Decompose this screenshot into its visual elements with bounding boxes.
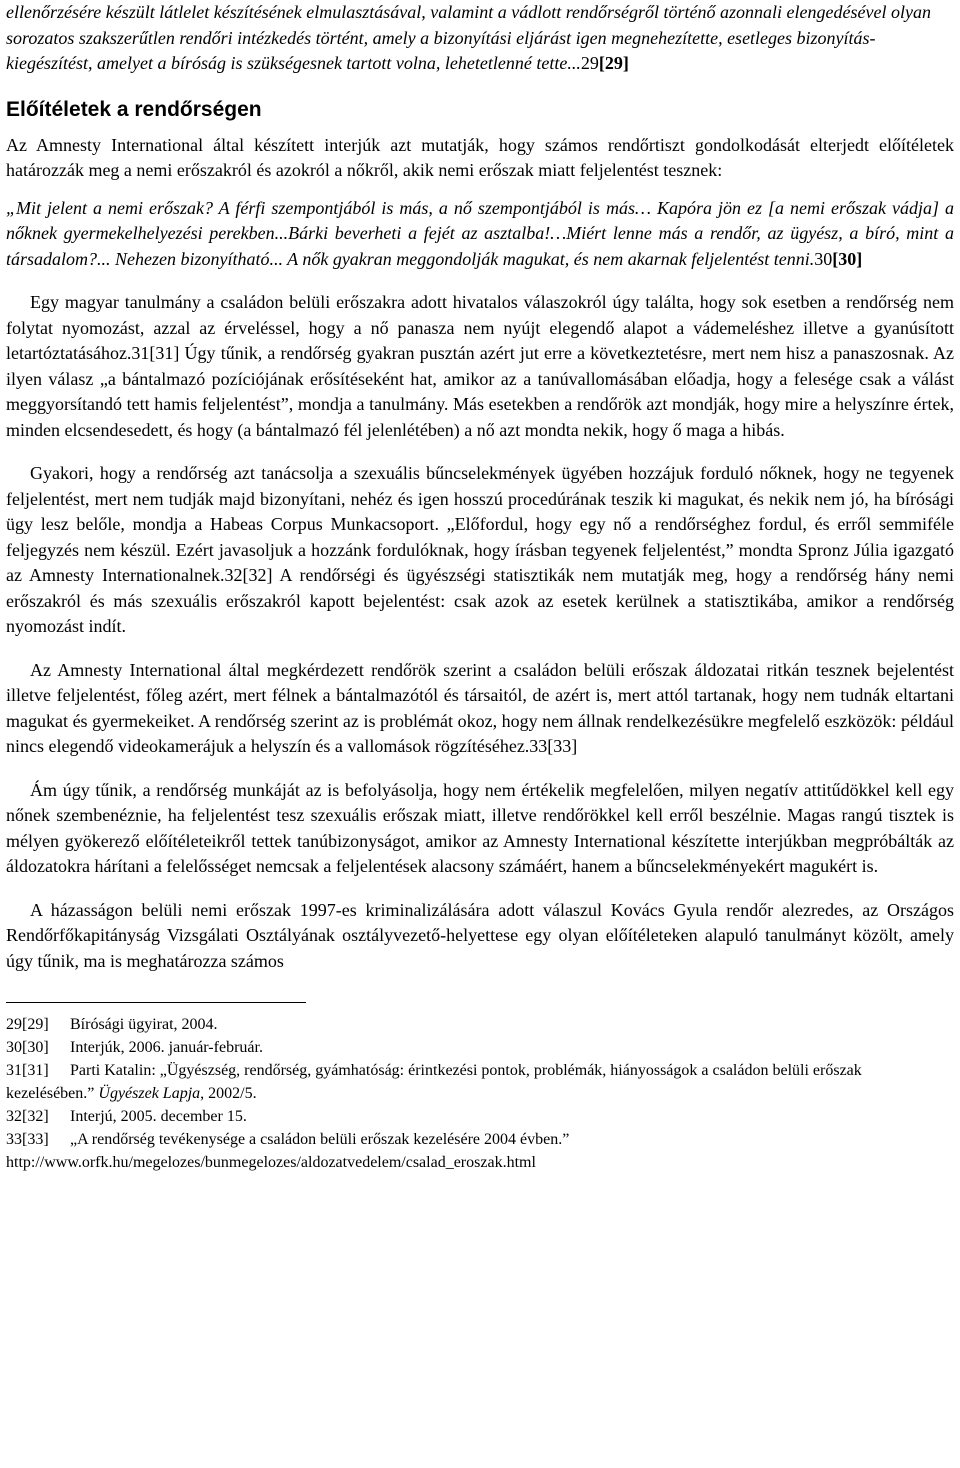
- footnote-journal: Ügyészek Lapja: [98, 1085, 201, 1102]
- footnote-32: [6, 1105, 954, 1128]
- top-quote: [6, 0, 954, 77]
- footnote-ref-29[interactable]: 29: [580, 53, 599, 73]
- footnote-ref-30-bracket[interactable]: [30]: [832, 248, 863, 269]
- footnote-number: 32[32]: [6, 1108, 49, 1125]
- footnote-number: 31[31]: [6, 1062, 49, 1079]
- footnote-text: Bírósági ügyirat, 2004.: [70, 1016, 218, 1033]
- paragraph-4: Ám úgy tűnik, a rendőrség munkáját az is befolyásolja, hogy nem értékelik megfelelően, milyen negatív attitűdökkel kell egy nőnek szembenéznie, ha feljelentést tesz szexuális erőszak miatt, illetve rendőrökkel kell erről beszélnie. Magas rangú tisztek is mélyen gyökerező előítéleteikről tettek tanúbizonyságot, amikor az Amnesty International készítette interjúkban megpróbálták az áldozatokra hárítani a felelősséget nemcsak a feljelentések alacsony számáért, hanem a bűncselekményekért magukért is.: [6, 779, 954, 876]
- footnote-text: „A rendőrség tevékenysége a családon belüli erőszak kezelésére 2004 évben.”: [70, 1131, 570, 1148]
- footnote-ref-30[interactable]: 30: [814, 248, 833, 269]
- footnote-divider: [6, 1002, 306, 1003]
- footnote-text: Interjúk, 2006. január-február.: [70, 1039, 263, 1056]
- paragraph-5: A házasságon belüli nemi erőszak 1997-es kriminalizálására adott válaszul Kovács Gyula rendőr alezredes, az Országos Rendőrfőkapitányság Vizsgálati Osztályának osztályvezető-helyettese egy olyan előítéleteken alapuló tanulmányt közölt, amely úgy tűnik, ma is meghatározza számos: [6, 899, 954, 971]
- footnote-30: [6, 1036, 954, 1059]
- footnote-text: Interjú, 2005. december 15.: [70, 1108, 247, 1125]
- footnote-url[interactable]: http://www.orfk.hu/megelozes/bunmegelozes/aldozatvedelem/csalad_eroszak.html: [6, 1154, 536, 1171]
- footnote-text: Parti Katalin: „Ügyészség, rendőrség, gyámhatóság: érintkezési pontok, problémák, hiányosságok a családon belüli erőszak kezelésében.”: [6, 1062, 862, 1102]
- footnote-number: 33[33]: [6, 1131, 49, 1148]
- footnote-31: [6, 1059, 954, 1105]
- intro-paragraph: Az Amnesty International által készített interjúk azt mutatják, hogy számos rendőrtiszt gondolkodását elterjedt előítéletek határozzák meg a nemi erőszakról és azokról a nőkről, akik nemi erőszak miatt feljelentést tesznek:: [6, 134, 954, 180]
- footnote-29: [6, 1013, 954, 1036]
- section-title: Előítéletek a rendőrségen: [6, 97, 262, 121]
- top-quote-text: ellenőrzésére készült látlelet készítésének elmulasztásával, valamint a vádlott rendőrségről történő azonnali elengedésével olyan sorozatos szakszerűtlen rendőri intézkedés történt, amely a bizonyítási eljárást igen megnehezítette, esetleges bizonyítás-kiegészítést, amelyet a bíróság is szükségesnek tartott volna, lehetetlenné tette...: [6, 2, 931, 73]
- footnote-number: 30[30]: [6, 1039, 49, 1056]
- paragraph-2: Gyakori, hogy a rendőrség azt tanácsolja a szexuális bűncselekmények ügyében hozzájuk forduló nőknek, hogy ne tegyenek feljelentést, mert nem tudják majd bizonyítani, nehéz és igen hosszú procedúrának teszik ki magukat, és nekik nem jó, ha bírósági ügy lesz belőle, mondja a Habeas Corpus Munkacsoport. „Előfordul, hogy egy nő a rendőrséghez fordul, és erről semmiféle feljegyzés nem készül. Ezért javasoljuk a hozzánk fordulóknak, hogy írásban tegyenek feljelentést,” mondta Spronz Júlia igazgató az Amnesty Internationalnek.32[32] A rendőrségi és ügyészségi statisztikák nem mutatják meg, hogy a rendőrség hány nemi erőszakról és más szexuális erőszakról kapott bejelentést: csak azok az esetek kerülnek a statisztikába, amikor a rendőrség nyomozást indít.: [6, 463, 954, 636]
- footnotes: [6, 1013, 954, 1174]
- footnote-33: [6, 1128, 954, 1151]
- footnote-ref-29-bracket[interactable]: [29]: [598, 53, 629, 73]
- footnote-tail: , 2002/5.: [200, 1085, 257, 1102]
- police-quote: [6, 196, 954, 273]
- paragraph-3: Az Amnesty International által megkérdezett rendőrök szerint a családon belüli erőszak áldozatai ritkán tesznek bejelentést illetve feljelentést, főleg azért, mert félnek a bántalmazótól és társaitól, de azért is, mert attól tartanak, hogy nem tudnák eltartani magukat és gyermekeiket. A rendőrség szerint az is problémát okoz, hogy nem állnak rendelkezésükre megfelelő eszközök: például nincs elegendő videokamerájuk a helyszín és a vallomások rögzítéséhez.33[33]: [6, 659, 954, 756]
- police-quote-text: „Mit jelent a nemi erőszak? A férfi szempontjából is más, a nő szempontjából is más… Kapóra jön ez [a nemi erőszak vádja] a nőknek gyermekelhelyezési perekben...Bárki beverheti a fejét az asztalba!…Miért lenne más a rendőr, az ügyész, a bíró, mint a társadalom?... Nehezen bizonyítható... A nők gyakran meggondolják magukat, és nem akarnak feljelentést tenni.: [6, 197, 954, 269]
- paragraph-1: Egy magyar tanulmány a családon belüli erőszakra adott hivatalos válaszokról úgy találta, hogy sok esetben a rendőrség nem folytat nyomozást, azzal az érveléssel, hogy a nő panasza nem nyújt elegendő alapot a vádemeléshez illetve a gyanúsított letartóztatásához.31[31] Úgy tűnik, a rendőrség gyakran pusztán azért jut erre a következtetésre, mert nem hisz a panaszosnak. Az ilyen válasz „a bántalmazó pozíciójának erősítéseként hat, amikor az a tanúvallomásában előadja, hogy a felesége csak a válást meggyorsítandó tett hamis feljelentést”, mondja a tanulmány. Más esetekben a rendőrök azt mondják, hogy mire a helyszínre értek, minden elcsendesedett, és hogy (a bántalmazó fél jelenlétében) a nő azt mondta nekik, hogy ő maga a hibás.: [6, 292, 954, 440]
- footnote-number: 29[29]: [6, 1016, 49, 1033]
